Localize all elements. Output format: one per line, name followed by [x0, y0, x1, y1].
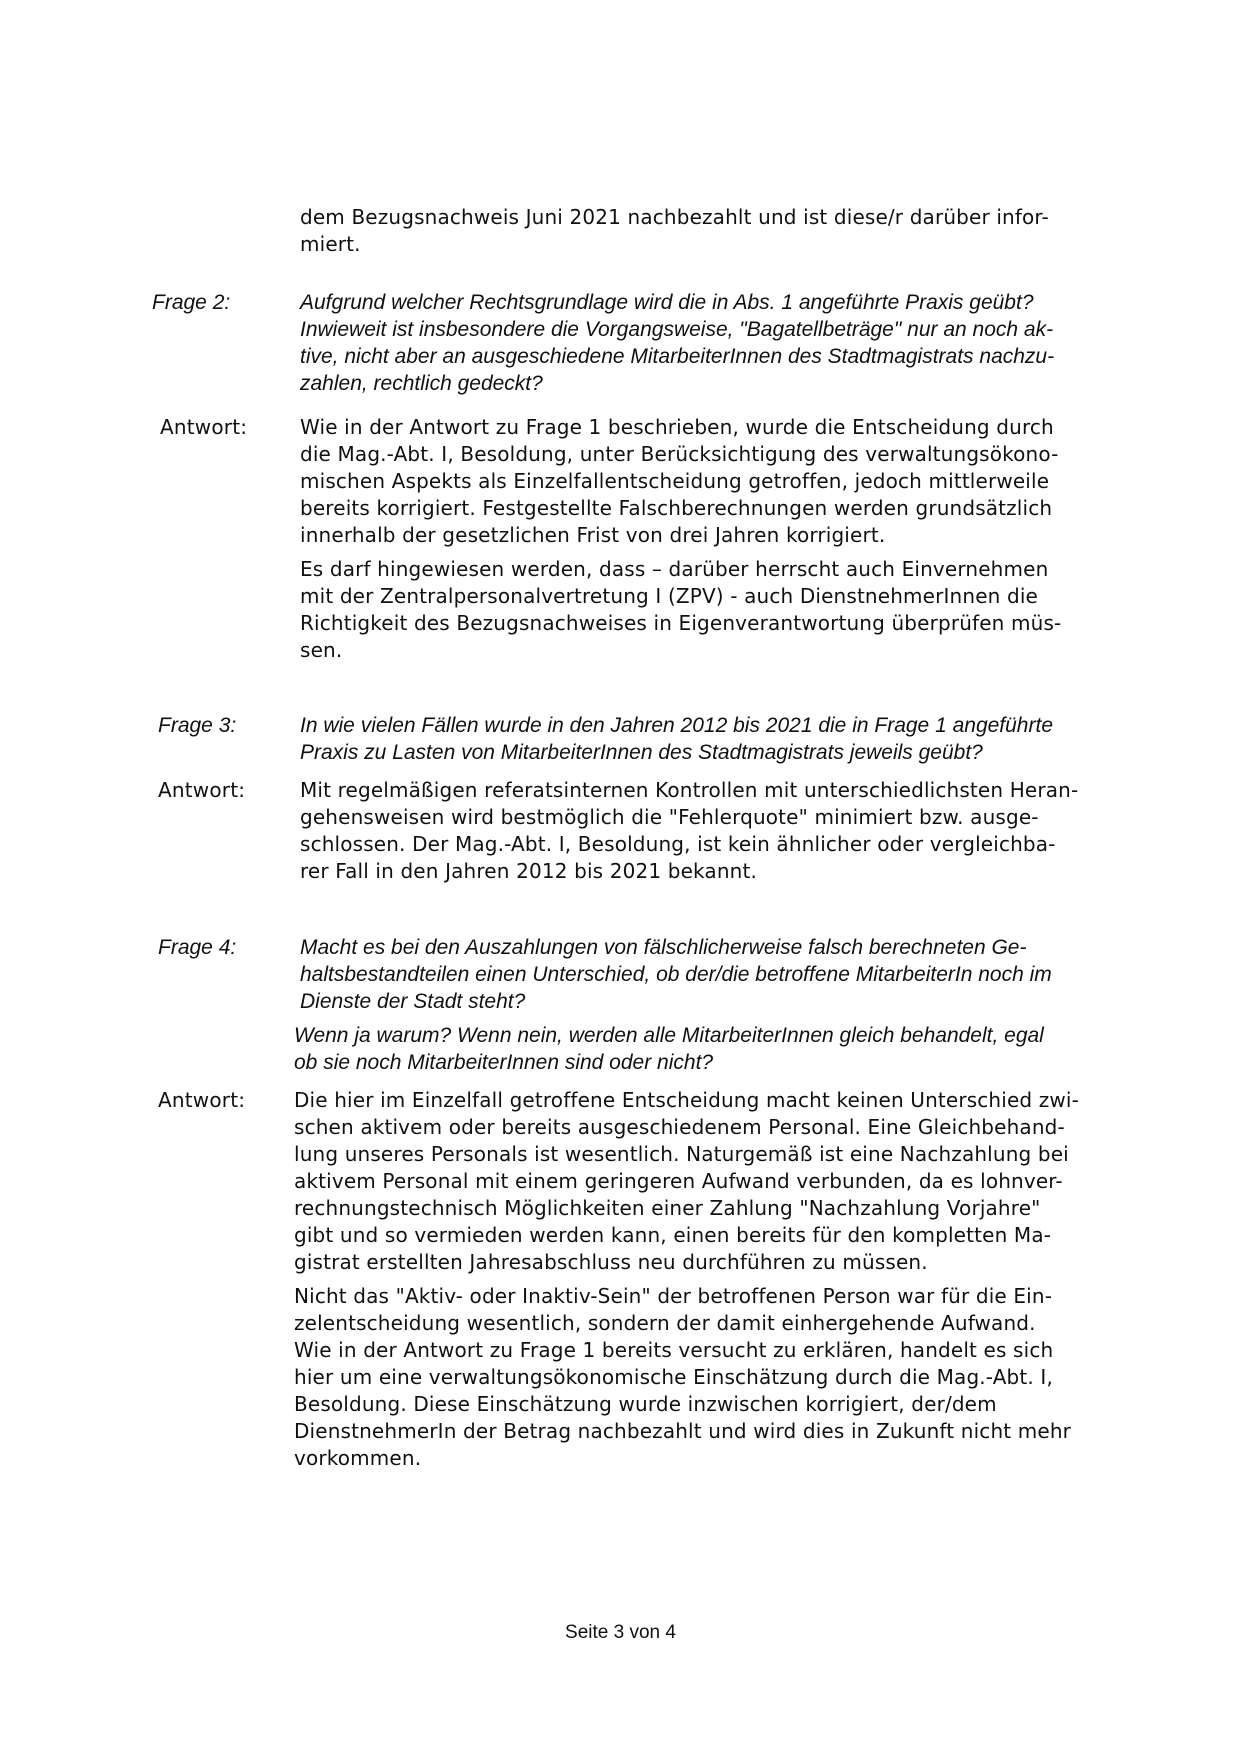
answer-3-paragraph	[300, 777, 1130, 885]
answer-4-paragraph-2	[294, 1283, 1124, 1472]
text-line: rer Fall in den Jahren 2012 bis 2021 bekannt.	[300, 859, 757, 883]
text-line: dem Bezugsnachweis Juni 2021 nachbezahlt und ist diese/r darüber infor-	[300, 205, 1049, 229]
text-line: lung unseres Personals ist wesentlich. Naturgemäß ist eine Nachzahlung bei	[294, 1142, 1069, 1166]
answer-3-label: Antwort:	[158, 778, 246, 802]
text-line: Wenn ja warum? Wenn nein, werden alle MitarbeiterInnen gleich behandelt, egal	[294, 1024, 1044, 1047]
question-3-label: Frage 3:	[158, 714, 237, 737]
text-line: vorkommen.	[294, 1446, 422, 1470]
text-line: bereits korrigiert. Festgestellte Falschberechnungen werden grundsätzlich	[300, 496, 1053, 520]
text-line: Praxis zu Lasten von MitarbeiterInnen des Stadtmagistrats jeweils geübt?	[300, 741, 983, 764]
text-line: gibt und so vermieden werden kann, einen bereits für den kompletten Ma-	[294, 1223, 1052, 1247]
question-4-label: Frage 4:	[158, 936, 237, 959]
text-line: ob sie noch MitarbeiterInnen sind oder nicht?	[294, 1051, 714, 1074]
question-3-text	[300, 712, 1130, 766]
text-line: Richtigkeit des Bezugsnachweises in Eigenverantwortung überprüfen müs-	[300, 611, 1062, 635]
intro-paragraph	[300, 204, 1130, 258]
text-line: mischen Aspekts als Einzelfallentscheidung getroffen, jedoch mittlerweile	[300, 469, 1050, 493]
text-line: gehensweisen wird bestmöglich die "Fehlerquote" minimiert bzw. ausge-	[300, 805, 1039, 829]
text-line: Aufgrund welcher Rechtsgrundlage wird die in Abs. 1 angeführte Praxis geübt?	[300, 291, 1034, 314]
text-line: zahlen, rechtlich gedeckt?	[300, 372, 543, 395]
text-line: Macht es bei den Auszahlungen von fälschlicherweise falsch berechneten Ge-	[300, 936, 1027, 959]
text-line: Dienste der Stadt steht?	[300, 990, 526, 1013]
text-line: Die hier im Einzelfall getroffene Entscheidung macht keinen Unterschied zwi-	[294, 1088, 1079, 1112]
text-line: Mit regelmäßigen referatsinternen Kontrollen mit unterschiedlichsten Heran-	[300, 778, 1079, 802]
text-line: sen.	[300, 638, 343, 662]
text-line: hier um eine verwaltungsökonomische Einschätzung durch die Mag.-Abt. I,	[294, 1365, 1053, 1389]
text-line: Es darf hingewiesen werden, dass – darüber herrscht auch Einvernehmen	[300, 557, 1049, 581]
question-2-text	[300, 289, 1130, 397]
text-line: tive, nicht aber an ausgeschiedene MitarbeiterInnen des Stadtmagistrats nachzu-	[300, 345, 1055, 368]
text-line: Besoldung. Diese Einschätzung wurde inzwischen korrigiert, der/dem	[294, 1392, 997, 1416]
text-line: Wie in der Antwort zu Frage 1 bereits versucht zu erklären, handelt es sich	[294, 1338, 1054, 1362]
question-4-paragraph-2	[294, 1022, 1124, 1076]
text-line: haltsbestandteilen einen Unterschied, ob der/die betroffene MitarbeiterIn noch im	[300, 963, 1052, 986]
answer-2-paragraph-2	[300, 556, 1130, 664]
page-number: Seite 3 von 4	[565, 1622, 676, 1643]
text-line: schen aktivem oder bereits ausgeschiedenem Personal. Eine Gleichbehand-	[294, 1115, 1065, 1139]
text-line: gistrat erstellten Jahresabschluss neu durchführen zu müssen.	[294, 1250, 928, 1274]
text-line: Nicht das "Aktiv- oder Inaktiv-Sein" der betroffenen Person war für die Ein-	[294, 1284, 1053, 1308]
question-2-label: Frage 2:	[152, 291, 231, 314]
answer-2-label: Antwort:	[160, 415, 248, 439]
answer-2-paragraph-1	[300, 414, 1130, 549]
text-line: DienstnehmerIn der Betrag nachbezahlt und wird dies in Zukunft nicht mehr	[294, 1419, 1072, 1443]
text-line: innerhalb der gesetzlichen Frist von drei Jahren korrigiert.	[300, 523, 886, 547]
text-line: In wie vielen Fällen wurde in den Jahren 2012 bis 2021 die in Frage 1 angeführte	[300, 714, 1053, 737]
text-line: aktivem Personal mit einem geringeren Aufwand verbunden, da es lohnver-	[294, 1169, 1063, 1193]
text-line: schlossen. Der Mag.-Abt. I, Besoldung, ist kein ähnlicher oder vergleichba-	[300, 832, 1056, 856]
text-line: mit der Zentralpersonalvertretung I (ZPV) - auch DienstnehmerInnen die	[300, 584, 1038, 608]
answer-4-paragraph-1	[294, 1087, 1124, 1276]
text-line: die Mag.-Abt. I, Besoldung, unter Berücksichtigung des verwaltungsökono-	[300, 442, 1059, 466]
answer-4-label: Antwort:	[158, 1088, 246, 1112]
text-line: rechnungstechnisch Möglichkeiten einer Zahlung "Nachzahlung Vorjahre"	[294, 1196, 1041, 1220]
text-line: zelentscheidung wesentlich, sondern der damit einhergehende Aufwand.	[294, 1311, 1036, 1335]
question-4-paragraph-1	[300, 934, 1130, 1015]
text-line: Inwieweit ist insbesondere die Vorgangsweise, "Bagatellbeträge" nur an noch ak-	[300, 318, 1054, 341]
text-line: miert.	[300, 232, 361, 256]
text-line: Wie in der Antwort zu Frage 1 beschrieben, wurde die Entscheidung durch	[300, 415, 1054, 439]
